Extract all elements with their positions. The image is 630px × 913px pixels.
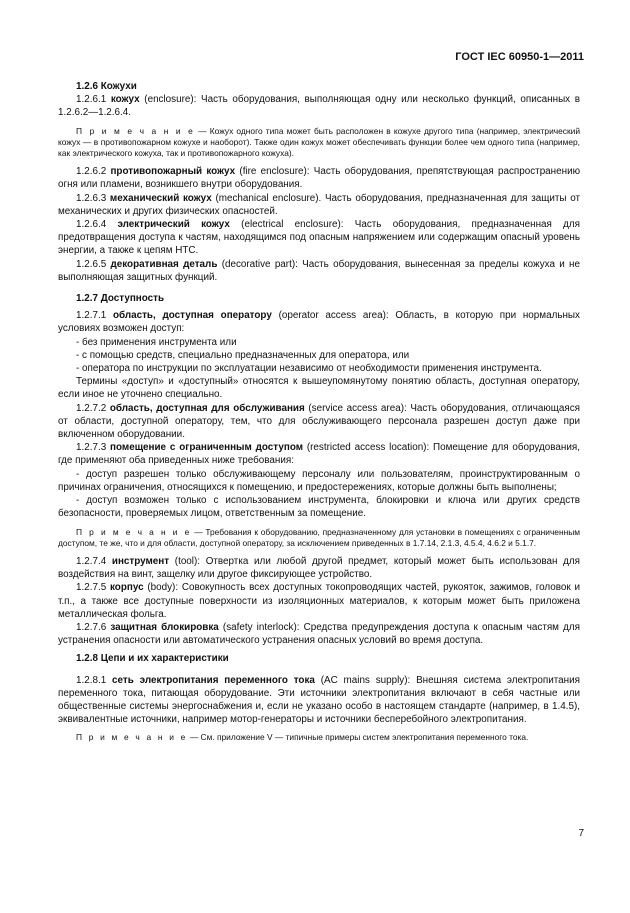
list-item: - доступ возможен только с использованием инструмента, блокировки и ключа или других средств безопасности, проверяемых лицом, ответственным за помещение. bbox=[58, 495, 580, 520]
term: механический кожух bbox=[109, 192, 212, 204]
section-heading-1-2-7: 1.2.7 Доступность bbox=[76, 293, 165, 305]
note-label: П р и м е ч а н и е bbox=[76, 526, 192, 537]
clause-1-2-7-2 bbox=[58, 402, 580, 442]
clause-1-2-7-1 bbox=[58, 309, 580, 335]
clause-1-2-7-5 bbox=[58, 581, 580, 621]
definition: (electrical enclosure): Часть оборудования, предназначенная для предотвращения доступа к частям, находящимся под опасным напряжением или содержащим опасный уровень энергии, а также к цепям НТС. bbox=[58, 219, 580, 257]
term: область, доступная для обслуживания bbox=[109, 402, 305, 414]
term: корпус bbox=[109, 582, 144, 594]
definition: (mechanical enclosure). Часть оборудования, предназначенная для защиты от механических и других физических опасностей. bbox=[58, 192, 580, 217]
clause-1-2-7-4 bbox=[58, 555, 580, 581]
page-content bbox=[58, 80, 580, 744]
clause-1-2-6-3 bbox=[58, 192, 580, 218]
definition: (enclosure): Часть оборудования, выполняющая одну или несколько функций, описанных в 1.2.6.2—1.2.6.4. bbox=[58, 94, 580, 119]
term: электрический кожух bbox=[117, 219, 230, 231]
term: декоративная деталь bbox=[110, 258, 218, 270]
list-item: - доступ разрешен только обслуживающему персоналу или пользователям, проинструктированным о причинах ограничения, относящихся к помещению, и предостережениях, которые должны быть выполнены; bbox=[58, 468, 580, 493]
clause-number: 1.2.6.4 bbox=[76, 219, 118, 231]
clause-number: 1.2.6.5 bbox=[76, 258, 111, 270]
definition: (restricted access location): Помещение для оборудования, где применяют оба приведенных ниже требования: bbox=[58, 442, 580, 467]
clause-1-2-6-1 bbox=[58, 93, 580, 119]
definition: (operator access area): Область, в которую при нормальных условиях возможен доступ: bbox=[58, 310, 580, 335]
list-item: - оператора по инструкции по эксплуатации независимо от необходимости применения инструмента. bbox=[76, 363, 542, 375]
definition: (decorative part): Часть оборудования, вынесенная за пределы кожуха и не выполняющая защитных функций. bbox=[58, 258, 580, 283]
clause-1-2-7-1-tail: Термины «доступ» и «доступный» относятся к вышеупомянутому понятию область, доступная оператору, если иное не уточнено специально. bbox=[58, 376, 580, 401]
term: помещение с ограниченным доступом bbox=[110, 442, 304, 454]
definition: (service access area): Часть оборудования, отличающаяся от области, доступной оператору, тем, что для обслуживающего персонала разрешен доступ даже при включенном оборудовании. bbox=[58, 402, 580, 441]
clause-1-2-6-2 bbox=[58, 165, 580, 191]
definition: (safety interlock): Средства предупреждения доступа к опасным частям для устранения опасности или автоматического устранения опасных условий во время доступа. bbox=[58, 621, 580, 647]
page-number: 7 bbox=[578, 828, 584, 839]
note-text: — Требования к оборудованию, предназначенному для установки в помещениях с ограниченным доступом, те же, что и для области, доступной оператору, за исключением приведенных в 1.7.14, 2.1.3, 4.5.4, 4.6.2 и 5.1.7. bbox=[58, 526, 580, 548]
clause-1-2-7-3 bbox=[58, 441, 580, 467]
list-item: - без применения инструмента или bbox=[76, 336, 237, 348]
note-label: П р и м е ч а н и е bbox=[76, 125, 196, 136]
definition: (tool): Отвертка или любой другой предмет, который может быть использован для воздействия на винт, защелку или другое фиксирующее устройство. bbox=[58, 555, 580, 581]
clause-1-2-6-4 bbox=[58, 218, 580, 258]
clause-1-2-6-5 bbox=[58, 258, 580, 284]
clause-number: 1.2.7.3 bbox=[76, 442, 111, 454]
standard-header: ГОСТ IEC 60950-1—2011 bbox=[455, 51, 584, 63]
note-text: — Кожух одного типа может быть расположен в кожухе другого типа (например, электрический кожух — в противопожарном кожухе и наоборот). Также один кожух может обеспечивать функции более чем одного типа (например, как электрического кожуха, так и противопожарного кожуха). bbox=[58, 125, 580, 159]
note-1-2-6 bbox=[58, 126, 580, 160]
term: инструмент bbox=[111, 555, 170, 567]
clause-number: 1.2.7.1 bbox=[76, 310, 113, 322]
clause-1-2-8-1 bbox=[58, 674, 580, 727]
clause-number: 1.2.6.3 bbox=[76, 192, 110, 204]
term: сеть электропитания переменного тока bbox=[112, 674, 315, 686]
clause-number: 1.2.7.5 bbox=[76, 582, 110, 594]
section-heading-1-2-8: 1.2.8 Цепи и их характеристики bbox=[76, 653, 229, 665]
term: кожух bbox=[110, 94, 140, 106]
section-heading-1-2-6: 1.2.6 Кожухи bbox=[76, 81, 137, 92]
term: противопожарный кожух bbox=[110, 166, 236, 178]
term: защитная блокировка bbox=[110, 621, 219, 633]
clause-number: 1.2.6.2 bbox=[76, 166, 111, 178]
clause-number: 1.2.7.2 bbox=[76, 402, 110, 414]
note-1-2-8 bbox=[58, 732, 580, 743]
note-1-2-7 bbox=[58, 527, 580, 549]
clause-number: 1.2.7.6 bbox=[76, 621, 111, 633]
clause-number: 1.2.6.1 bbox=[76, 94, 111, 106]
note-text: — См. приложение V — типичные примеры систем электропитания переменного тока. bbox=[187, 732, 529, 743]
term: область, доступная оператору bbox=[112, 310, 272, 322]
clause-number: 1.2.7.4 bbox=[76, 555, 112, 567]
definition: (body): Совокупность всех доступных токопроводящих частей, рукояток, зажимов, головок и т.п., а также все доступные поверхности из изоляционных материалов, к которым может быть приложена металлическая фольга. bbox=[58, 582, 580, 620]
note-label: П р и м е ч а н и е bbox=[76, 732, 188, 743]
clause-number: 1.2.8.1 bbox=[76, 674, 113, 686]
clause-1-2-7-6 bbox=[58, 621, 580, 647]
definition: (fire enclosure): Часть оборудования, препятствующая распространению огня или пламени, возникшего внутри оборудования. bbox=[58, 166, 580, 191]
list-item: - с помощью средств, специально предназначенных для оператора, или bbox=[76, 349, 410, 361]
definition: (AC mains supply): Внешняя система электропитания переменного тока, питающая оборудование. Эти источники электропитания включают в себя частные или общественные системы энергоснабжения и, если не указано особо в настоящем стандарте (например, в 1.4.5), эквивалентные источники, например мотор-генераторы и источники бесперебойного электропитания. bbox=[58, 674, 580, 726]
